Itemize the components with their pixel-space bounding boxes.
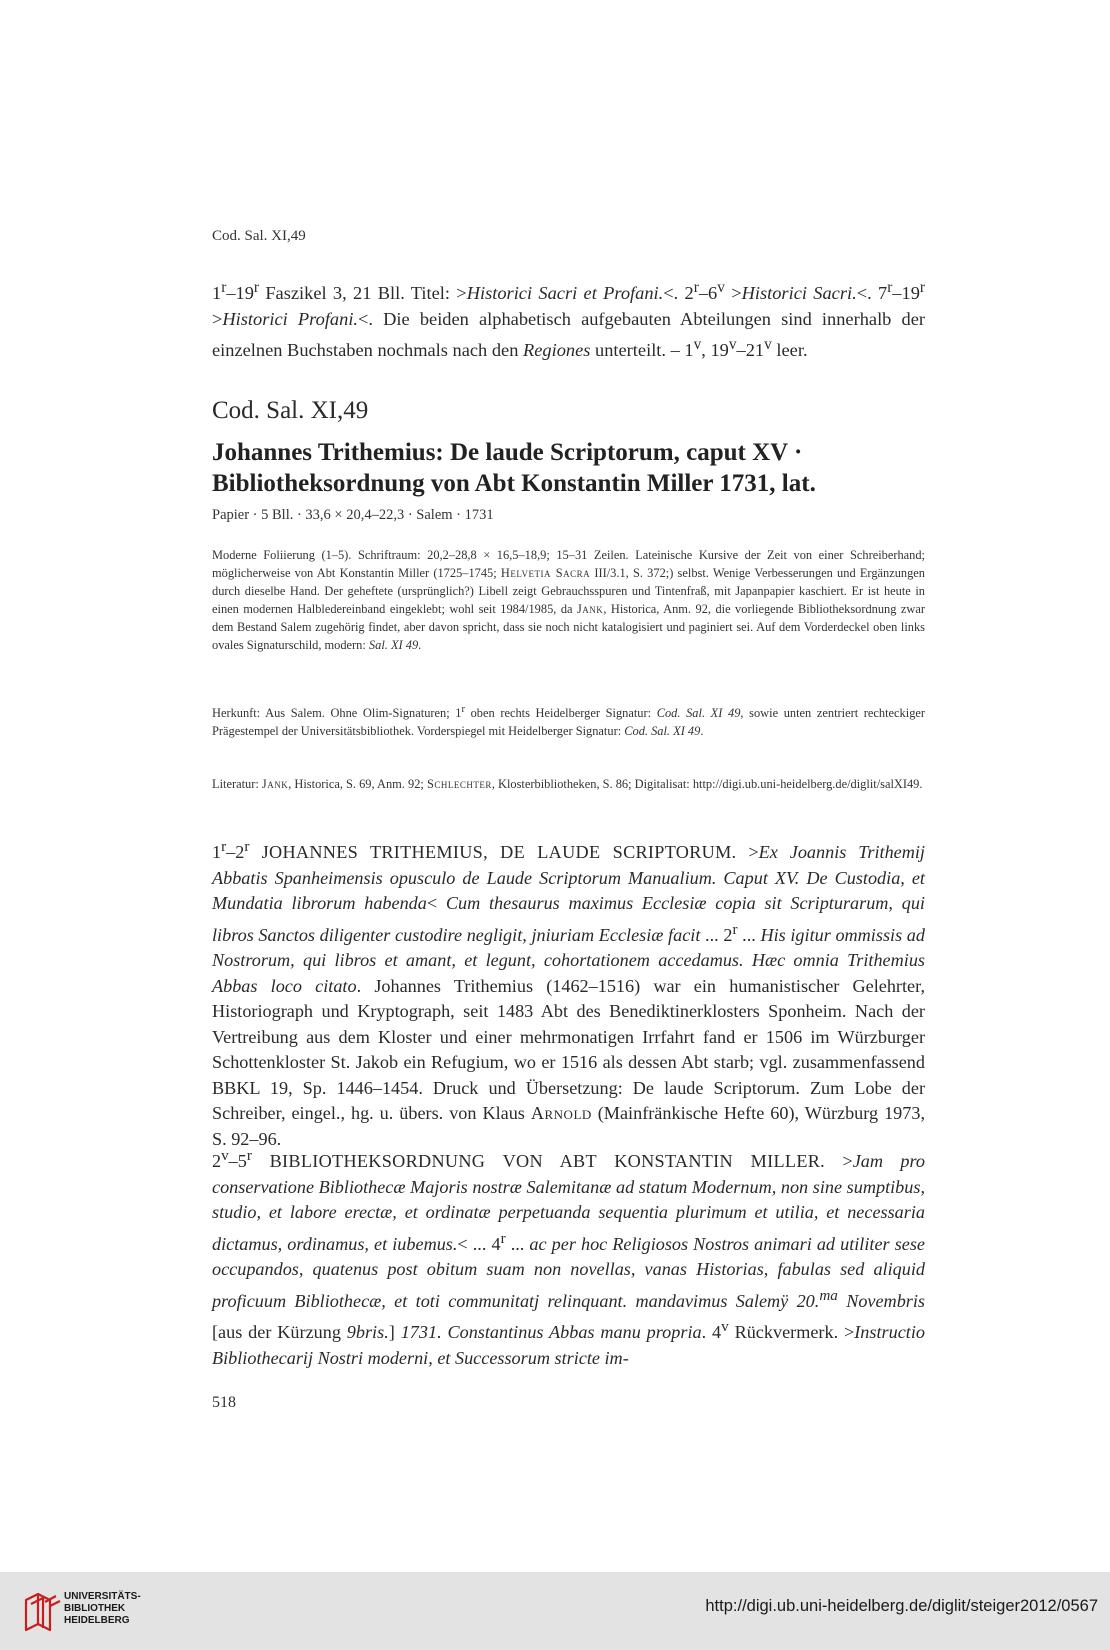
codex-title: Cod. Sal. XI,49: [212, 397, 369, 424]
section-heading: BIBLIOTHEKSORDNUNG VON ABT KONSTANTIN MILLER.: [251, 1151, 826, 1172]
library-logo-icon: [18, 1586, 68, 1636]
section-heading: JOHANNES TRITHEMIUS, DE LAUDE SCRIPTORUM.: [249, 842, 737, 863]
section-trithemius: 1$^r$–2$^r$ JOHANNES TRITHEMIUS, DE LAUDE SCRIPTORUM. >Ex Joannis Trithemij Abbatis Spanheimensis opusculo de Laude Scriptorum Manualium. Caput XV. De Custodia, et Mundatia librorum habenda< Cum thesaurus maximus Ecclesiæ copia sit Scripturarum, qui libros Sanctos diligenter custodire negligit, jniuriam Ecclesiæ facit ... 2$^r$ ... His igitur ommissis ad Nostrorum, qui libros et amant, et legunt, cohortationem accedamus. Hæc omnia Trithemius Abbas loco citato. Johannes Trithemius (1462–1516) war ein humanistischer Gelehrter, Historiograph und Kryptograph, seit 1483 Abt des Benediktinerklosters Sponheim. Nach der Vertreibung aus dem Kloster und einer mehrmonatigen Irrfahrt fand er 1506 im Würzburger Schottenkloster St. Jakob ein Refugium, wo er 1516 als dessen Abt starb; vgl. zusammenfassend BBKL 19, Sp. 1446–1454. Druck und Übersetzung: De laude Scriptorum. Zum Lobe der Schreiber, eingel., hg. u. übers. von Klaus Arnold (Mainfränkische Hefte 60), Würzburg 1973, S. 92–96.: [212, 838, 925, 1149]
footer-bar: [0, 1572, 1110, 1650]
section-bibliotheksordnung: 2$^v$–5$^r$ BIBLIOTHEKSORDNUNG VON ABT KONSTANTIN MILLER. >Jam pro conservatione Bibliothecæ Majoris nostræ Salemitanæ ad statum Modernum, non sine sumptibus, studio, et labore erectæ, et ordinatæ perpetuanda sequentia plurimum et utilia, et necessaria dictamus, ordinamus, et iubemus.< ... 4$^r$ ... ac per hoc Religiosos Nostros animari ad utiliter sese occupandos, quatenus post obitum suam non novellas, vanas Historias, fabulas sed aliquid proficuum Bibliothecæ, et toti communitatj relinquant. mandavimus Salemÿ 20.$^{ma}$ Novembris [aus der Kürzung 9bris.] 1731. Constantinus Abbas manu propria. 4$^v$ Rückvermerk. >Instructio Bibliothecarij Nostri moderni, et Successorum stricte im-: [212, 1147, 925, 1368]
manuscript-title: Johannes Trithemius: De laude Scriptorum, caput XV · Bibliotheksordnung von Abt Konstantin Miller 1731, lat.: [212, 439, 816, 497]
running-head: Cod. Sal. XI,49: [212, 228, 306, 244]
physical-description: Papier · 5 Bll. · 33,6 × 20,4–22,3 · Salem · 1731: [212, 507, 494, 523]
source-url-link[interactable]: http://digi.ub.uni-heidelberg.de/diglit/steiger2012/0567: [705, 1597, 1098, 1615]
provenance-paragraph: Herkunft: Aus Salem. Ohne Olim-Signaturen; 1$^r$ oben rechts Heidelberger Signatur: Cod. Sal. XI 49, sowie unten zentriert rechteckiger Prägestempel der Universitätsbibliothek. Vorderspiegel mit Heidelberger Signatur: Cod. Sal. XI 49.: [212, 704, 926, 739]
intro-paragraph: 1$^r$–19$^r$ Faszikel 3, 21 Bll. Titel: >Historici Sacri et Profani.<. $2^r-6^v$ >Historici Sacri.<. $7^r-19^r$ >Historici Profani.<. Die beiden alphabetisch aufgebauten Abteilungen sind innerhalb der einzelnen Buchstaben nochmals nach den Regiones unterteilt. – 1$^v$, 19$^v$–21$^v$ leer.: [212, 279, 925, 361]
description-paragraph: Moderne Foliierung (1–5). Schriftraum: 20,2–28,8 × 16,5–18,9; 15–31 Zeilen. Lateinische Kursive der Zeit von einer Schreiberhand; möglicherweise von Abt Konstantin Miller (1725–1745; Helvetia Sacra III/3.1, S. 372;) selbst. Wenige Verbesserungen und Ergänzungen durch dieselbe Hand. Der geheftete (ursprünglich?) Libell zeigt Gebrauchsspuren und Tintenfraß, mit Japanpapier kaschiert. Er ist heute in einen modernen Halbledereinband eingeklebt; wohl seit 1984/1985, da Jank, Historica, Anm. 92, die vorliegende Bibliotheksordnung zwar dem Bestand Salem zugehörig findet, aber davon spricht, dass sie noch nicht katalogisiert und paginiert sei. Auf dem Vorderdeckel oben links ovales Signaturschild, modern: Sal. XI 49.: [212, 548, 925, 652]
library-name: UNIVERSITÄTS- BIBLIOTHEK HEIDELBERG: [64, 1591, 141, 1626]
page-number: 518: [212, 1394, 236, 1411]
literature-paragraph: Literatur: Jank, Historica, S. 69, Anm. 92; Schlechter, Klosterbibliotheken, S. 86; Digitalisat: http://digi.ub.uni-heidelberg.de/diglit/salXI49.: [212, 777, 923, 791]
